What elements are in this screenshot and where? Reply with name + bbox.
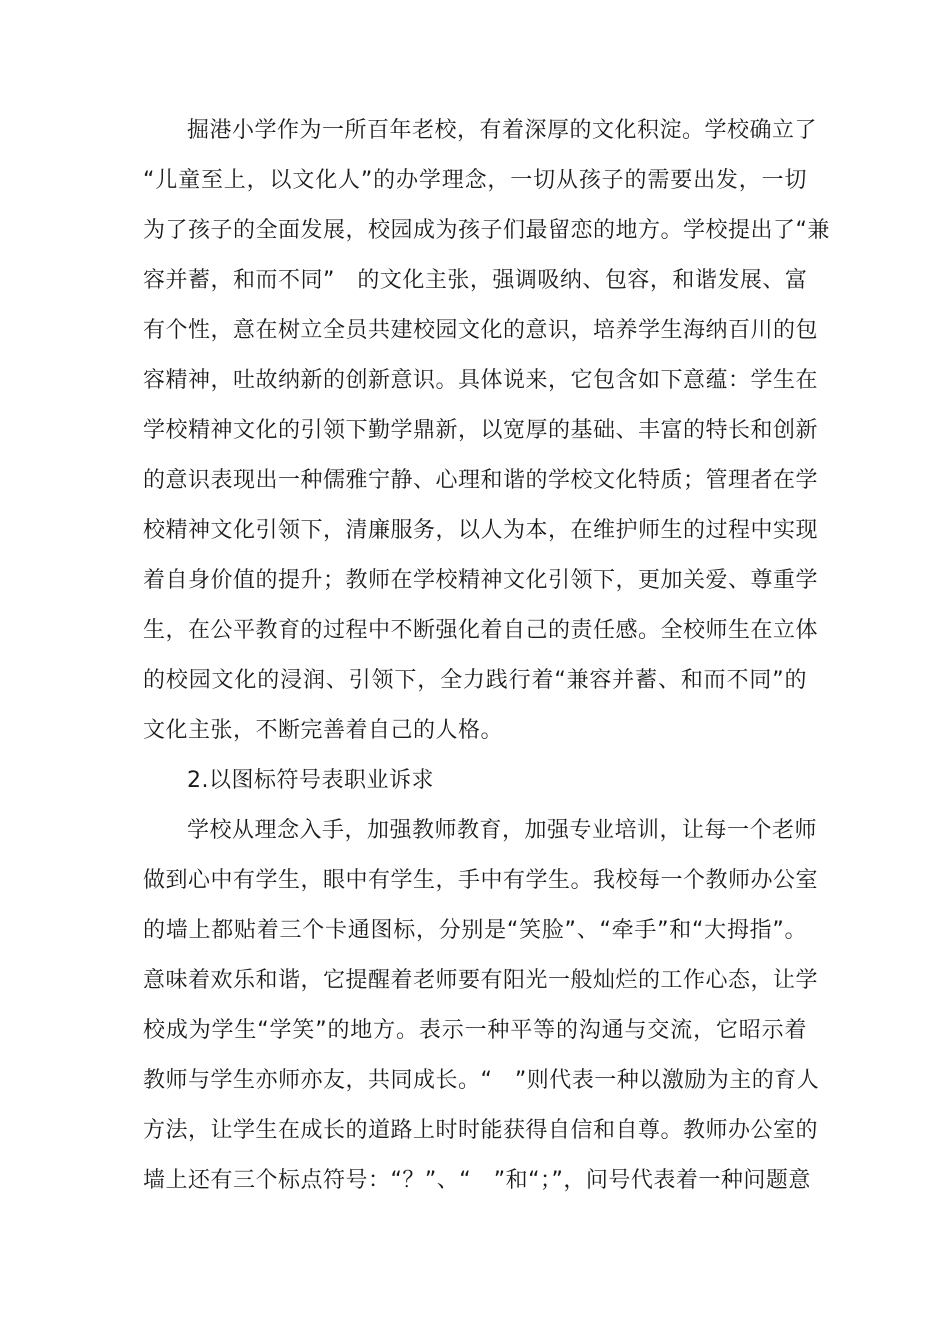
paragraph-2-line-2: 做到心中有学生，眼中有学生，手中有学生。我校每一个教师办公室 — [143, 868, 819, 893]
paragraph-1-line-6: 容精神，吐故纳新的创新意识。具体说来，它包含如下意蕴：学生在 — [143, 368, 819, 393]
paragraph-1-line-2: “儿童至上，以文化人”的办学理念，一切从孩子的需要出发，一切 — [143, 168, 807, 193]
paragraph-1-line-4: 容并蓄，和而不同” 的文化主张，强调吸纳、包容，和谐发展、富 — [143, 268, 808, 293]
paragraph-1-line-8: 的意识表现出一种儒雅宁静、心理和谐的学校文化特质；管理者在学 — [143, 468, 819, 493]
paragraph-2-line-5: 校成为学生“学笑”的地方。表示一种平等的沟通与交流，它昭示着 — [143, 1018, 807, 1043]
paragraph-1-line-9: 校精神文化引领下，清廉服务，以人为本，在维护师生的过程中实现 — [143, 518, 819, 543]
paragraph-2-line-3: 的墙上都贴着三个卡通图标，分别是“笑脸”、“牵手”和“大拇指”。 — [143, 918, 807, 943]
paragraph-1-line-13: 文化主张，不断完善着自己的人格。 — [143, 718, 504, 743]
section-heading: 2.以图标符号表职业诉求 — [187, 768, 434, 793]
paragraph-2-line-6: 教师与学生亦师亦友，共同成长。“ ”则代表一种以激励为主的育人 — [143, 1068, 820, 1093]
paragraph-1-line-11: 生，在公平教育的过程中不断强化着自己的责任感。全校师生在立体 — [143, 618, 819, 643]
paragraph-1-line-3: 为了孩子的全面发展，校园成为孩子们最留恋的地方。学校提出了“兼 — [143, 218, 830, 243]
paragraph-1-line-7: 学校精神文化的引领下勤学鼎新，以宽厚的基础、丰富的特长和创新 — [143, 418, 819, 443]
paragraph-2-line-1: 学校从理念入手，加强教师教育，加强专业培训，让每一个老师 — [187, 818, 818, 843]
paragraph-1-line-10: 着自身价值的提升；教师在学校精神文化引领下，更加关爱、尊重学 — [143, 568, 819, 593]
paragraph-1-line-12: 的校园文化的浸润、引领下，全力践行着“兼容并蓄、和而不同”的 — [143, 668, 807, 693]
paragraph-2-line-7: 方法，让学生在成长的道路上时时能获得自信和自尊。教师办公室的 — [143, 1118, 819, 1143]
paragraph-1-line-1: 掘港小学作为一所百年老校，有着深厚的文化积淀。学校确立了 — [187, 118, 818, 143]
paragraph-2-line-4: 意味着欢乐和谐，它提醒着老师要有阳光一般灿烂的工作心态，让学 — [143, 968, 819, 993]
paragraph-2-line-8: 墙上还有三个标点符号：“？”、“ ”和“；”，问号代表着一种问题意 — [143, 1168, 811, 1193]
paragraph-1-line-5: 有个性，意在树立全员共建校园文化的意识，培养学生海纳百川的包 — [143, 318, 819, 343]
